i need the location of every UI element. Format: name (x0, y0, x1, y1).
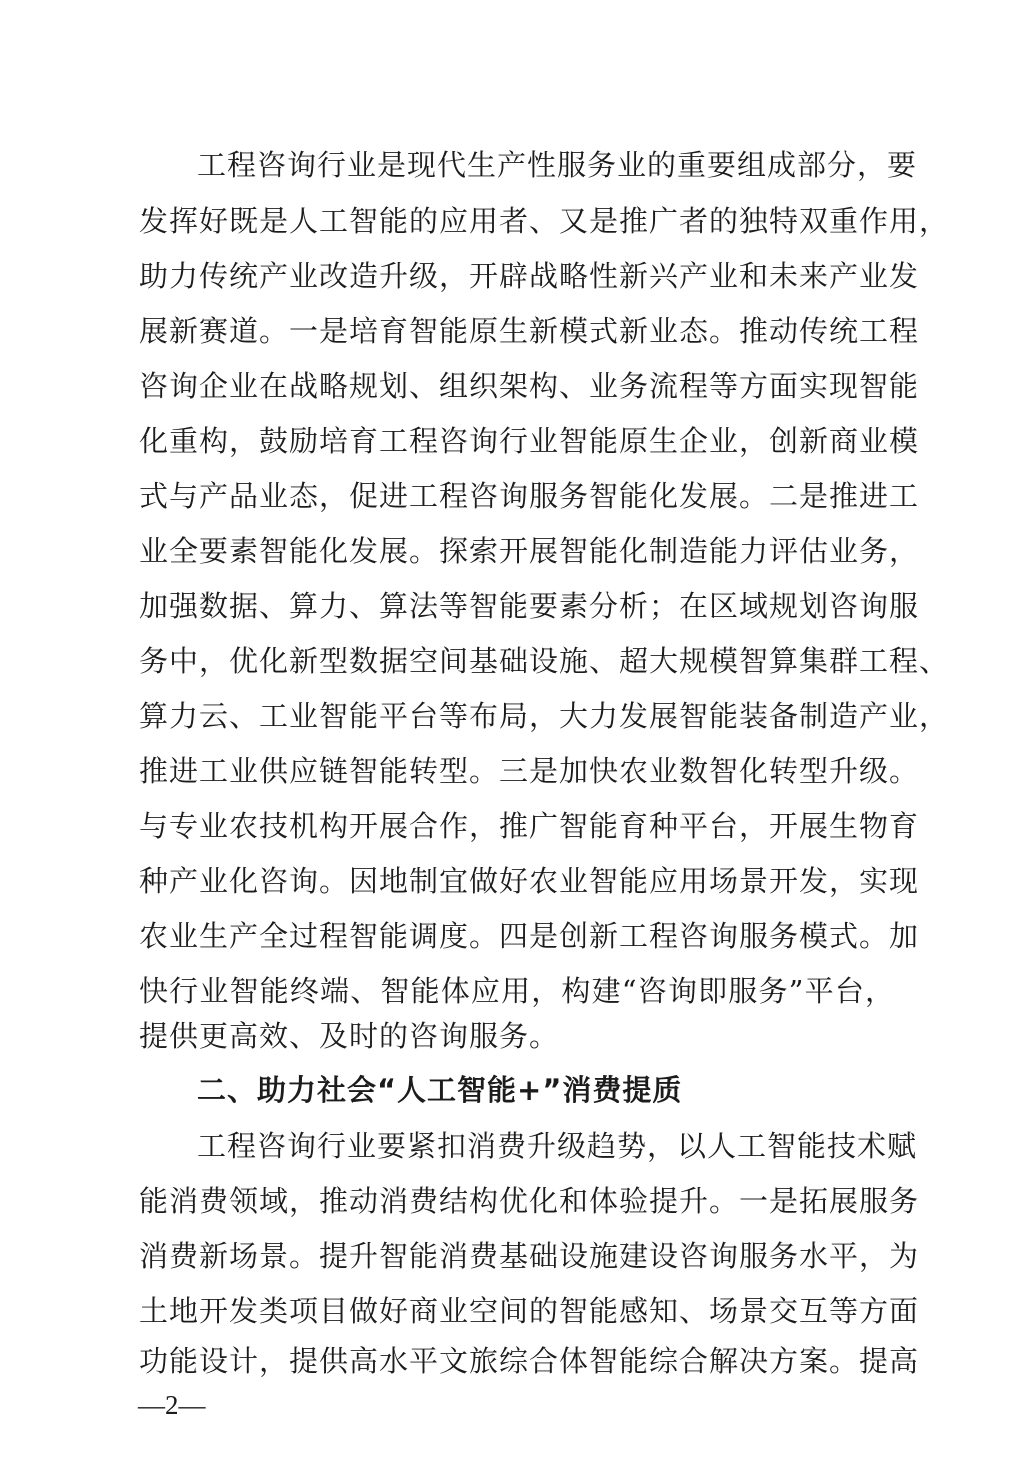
paragraph-line: 务中，优化新型数据空间基础设施、超大规模智算集群工程、 (139, 644, 950, 678)
section-heading: 二、助力社会“人工智能+”消费提质 (197, 1073, 683, 1107)
paragraph-line: 功能设计，提供高水平文旅综合体智能综合解决方案。提高 (139, 1344, 920, 1378)
paragraph-line: 业全要素智能化发展。探索开展智能化制造能力评估业务， (139, 534, 920, 568)
paragraph-line: 发挥好既是人工智能的应用者、又是推广者的独特双重作用， (139, 204, 950, 238)
paragraph-line: 农业生产全过程智能调度。四是创新工程咨询服务模式。加 (139, 919, 920, 953)
page-number: —2— (138, 1390, 206, 1420)
paragraph-line: 快行业智能终端、智能体应用，构建“咨询即服务”平台， (139, 974, 895, 1008)
paragraph-line: 展新赛道。一是培育智能原生新模式新业态。推动传统工程 (139, 314, 920, 348)
paragraph-line: 土地开发类项目做好商业空间的智能感知、场景交互等方面 (139, 1294, 920, 1328)
paragraph-line: 消费新场景。提升智能消费基础设施建设咨询服务水平，为 (139, 1239, 920, 1273)
paragraph-line: 种产业化咨询。因地制宜做好农业智能应用场景开发，实现 (139, 864, 920, 898)
paragraph-line: 与专业农技机构开展合作，推广智能育种平台，开展生物育 (139, 809, 920, 843)
paragraph-line: 算力云、工业智能平台等布局，大力发展智能装备制造产业， (139, 699, 950, 733)
paragraph-line: 助力传统产业改造升级，开辟战略性新兴产业和未来产业发 (139, 259, 920, 293)
paragraph-line: 化重构，鼓励培育工程咨询行业智能原生企业，创新商业模 (139, 424, 920, 458)
paragraph-line: 工程咨询行业要紧扣消费升级趋势，以人工智能技术赋 (197, 1129, 918, 1163)
paragraph-line: 推进工业供应链智能转型。三是加快农业数智化转型升级。 (139, 754, 920, 788)
paragraph-line: 加强数据、算力、算法等智能要素分析；在区域规划咨询服 (139, 589, 920, 623)
paragraph-line: 能消费领域，推动消费结构优化和体验提升。一是拓展服务 (139, 1184, 920, 1218)
paragraph-line: 提供更高效、及时的咨询服务。 (139, 1019, 560, 1053)
paragraph-line: 工程咨询行业是现代生产性服务业的重要组成部分，要 (197, 148, 918, 182)
paragraph-line: 式与产品业态，促进工程咨询服务智能化发展。二是推进工 (139, 479, 920, 513)
paragraph-line: 咨询企业在战略规划、组织架构、业务流程等方面实现智能 (139, 369, 920, 403)
